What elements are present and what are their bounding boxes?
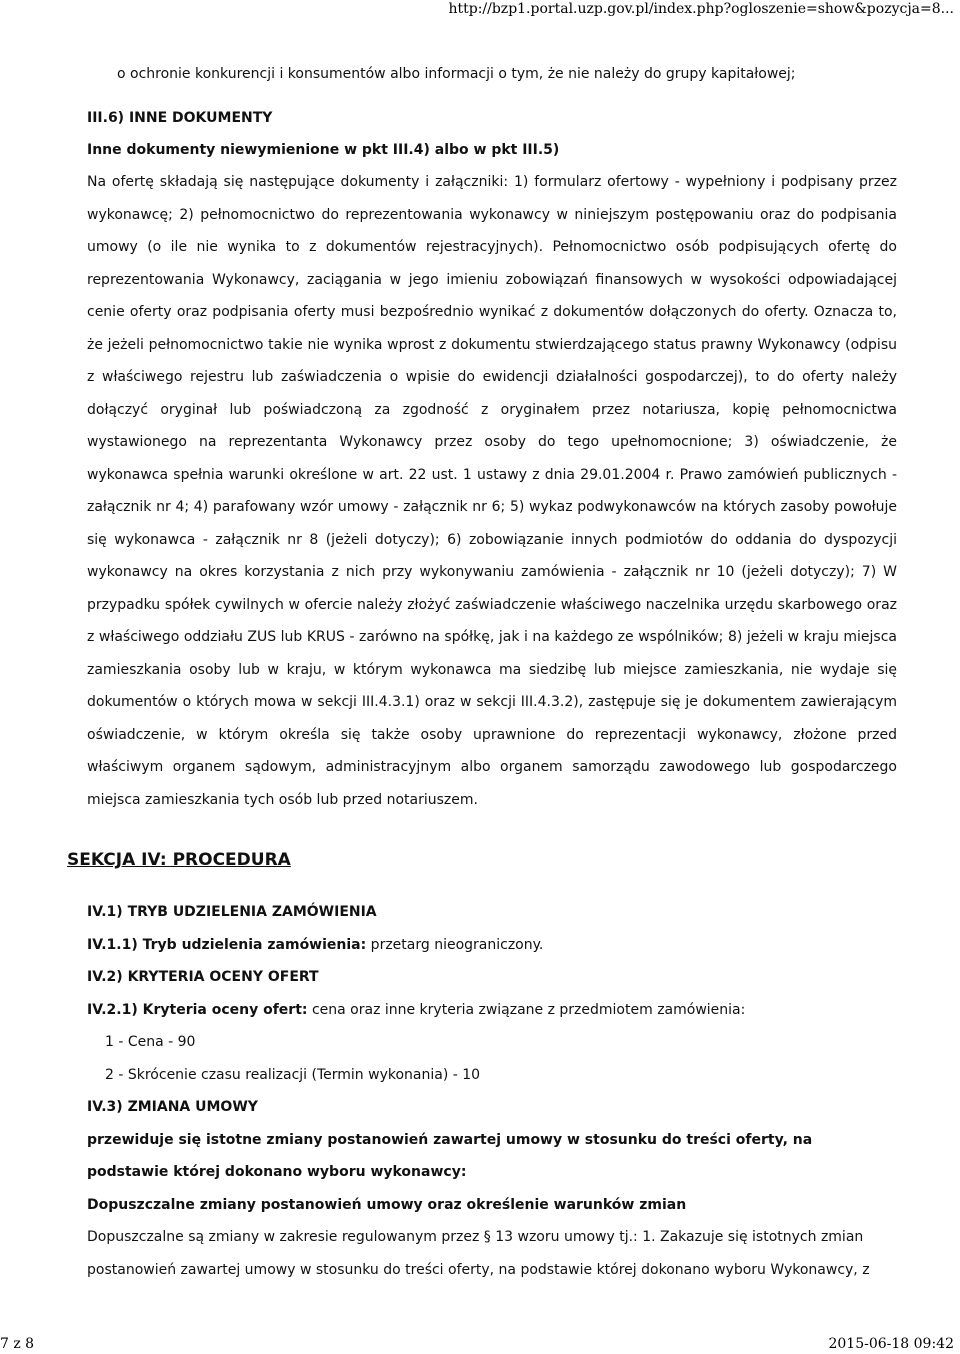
section-iii6 [87, 58, 897, 816]
iv3-heading: IV.3) ZMIANA UMOWY [87, 1099, 258, 1115]
iv3-paragraph: Dopuszczalne są zmiany w zakresie regulowanym przez § 13 wzoru umowy tj.: 1. Zakazuje się istotnych zmian postanowień zawartej umowy w stosunku do treści oferty, na podstawie której dokonano wyboru Wykonawcy, z [87, 1229, 870, 1278]
iv3-bold-statement: przewiduje się istotne zmiany postanowień zawartej umowy w stosunku do treści oferty, na podstawie której dokonano wyboru wykonawcy: [87, 1131, 813, 1180]
footer-page-number: 7 z 8 [0, 1336, 35, 1352]
footer-datetime: 2015-06-18 09:42 [828, 1336, 954, 1352]
iv11-label: IV.1.1) Tryb udzielenia zamówienia: [87, 936, 367, 953]
iv21-label: IV.2.1) Kryteria oceny ofert: [87, 1001, 308, 1018]
iv2-heading: IV.2) KRYTERIA OCENY OFERT [87, 969, 319, 985]
section-iv [87, 896, 897, 1286]
intro-line: o ochronie konkurencji i konsumentów albo informacji o tym, że nie należy do grupy kapitałowej; [117, 66, 796, 82]
header-url: http://bzp1.portal.uzp.gov.pl/index.php?ogloszenie=show&pozycja=8... [448, 1, 954, 17]
iii6-heading: III.6) INNE DOKUMENTY [87, 110, 273, 126]
iii6-subheading: Inne dokumenty niewymienione w pkt III.4) albo w pkt III.5) [87, 142, 560, 158]
iv11-value: przetarg nieograniczony. [366, 936, 544, 953]
iv1-heading: IV.1) TRYB UDZIELENIA ZAMÓWIENIA [87, 904, 377, 920]
iv3-subheading: Dopuszczalne zmiany postanowień umowy oraz określenie warunków zmian [87, 1196, 687, 1213]
criteria-item: 2 - Skrócenie czasu realizacji (Termin wykonania) - 10 [105, 1066, 481, 1083]
iii6-paragraph: Na ofertę składają się następujące dokumenty i załączniki: 1) formularz ofertowy - wypełniony i podpisany przez wykonawcę; 2) pełnomocnictwo do reprezentowania wykonawcy w niniejszym postępowaniu oraz do podpisania umowy (o ile nie wynika to z dokumentów rejestracyjnych). Pełnomocnictwo osób podpisujących ofertę do reprezentowania Wykonawcy, zaciągania w jego imieniu zobowiązań finansowych w wysokości odpowiadającej cenie oferty oraz podpisania oferty musi bezpośrednio wynikać z dokumentów dołączonych do oferty. Oznacza to, że jeżeli pełnomocnictwo takie nie wynika wprost z dokumentu stwierdzającego status prawny Wykonawcy (odpisu z właściwego rejestru lub zaświadczenia o wpisie do ewidencji działalności gospodarczej), to do oferty należy dołączyć oryginał lub poświadczoną za zgodność z oryginałem przez notariusza, kopię pełnomocnictwa wystawionego na reprezentanta Wykonawcy przez osoby do tego upełnomocnione; 3) oświadczenie, że wykonawca spełnia warunki określone w art. 22 ust. 1 ustawy z dnia 29.01.2004 r. Prawo zamówień publicznych - załącznik nr 4; 4) parafowany wzór umowy - załącznik nr 6; 5) wykaz podwykonawców na których zasoby powołuje się wykonawca - załącznik nr 8 (jeżeli dotyczy); 6) zobowiązanie innych podmiotów do oddania do dyspozycji wykonawcy na okres korzystania z nich przy wykonywaniu zamówienia - załącznik nr 10 (jeżeli dotyczy); 7) W przypadku spółek cywilnych w ofercie należy złożyć zaświadczenie właściwego naczelnika urzędu skarbowego oraz z właściwego oddziału ZUS lub KRUS - zarówno na spółkę, jak i na każdego ze wspólników; 8) jeżeli w kraju miejsca zamieszkania osoby lub w kraju, w którym wykonawca ma siedzibę lub miejsce zamieszkania, nie wydaje się dokumentów o których mowa w sekcji III.4.3.1) oraz w sekcji III.4.3.2), zastępuje się je dokumentem zawierającym oświadczenie, w którym określa się także osoby uprawnione do reprezentacji wykonawcy, złożone przed właściwym organem sądowym, administracyjnym albo organem samorządu zawodowego lub gospodarczego miejsca zamieszkania tych osób lub przed notariuszem. [87, 174, 897, 808]
section-iv-title: SEKCJA IV: PROCEDURA [67, 850, 291, 870]
iv21-value: cena oraz inne kryteria związane z przedmiotem zamówienia: [307, 1001, 746, 1018]
criteria-item: 1 - Cena - 90 [105, 1034, 196, 1050]
